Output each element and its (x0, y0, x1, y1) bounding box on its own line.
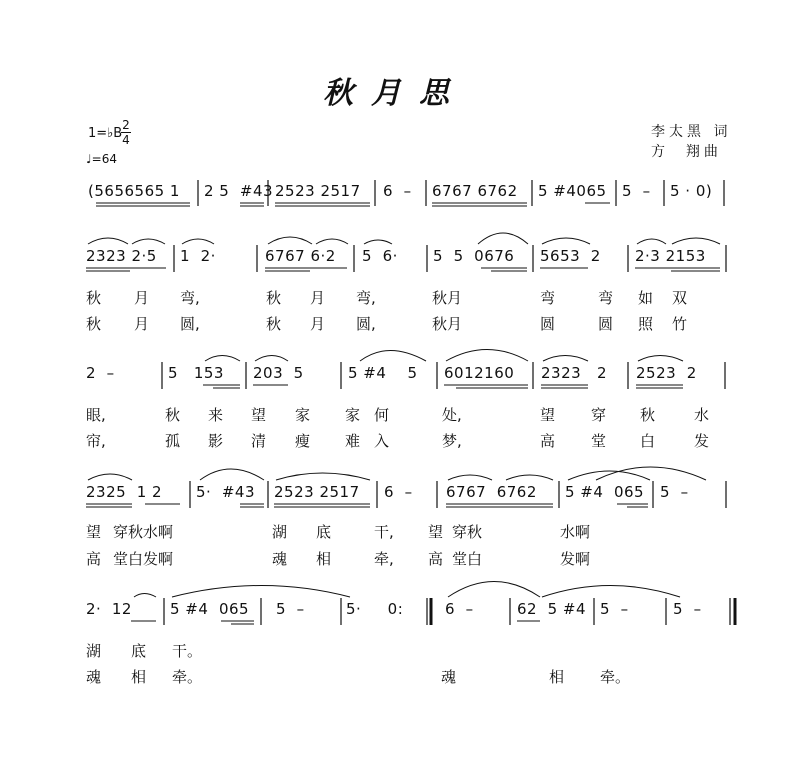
notation-measure: 5 – (600, 600, 629, 618)
lyric-verse-1: 水啊 (560, 523, 591, 541)
notation-measure: 5 153 (168, 364, 224, 382)
lyric-verse-2: 圆 (598, 315, 614, 333)
lyric-verse-2: 秋月 (432, 315, 463, 333)
time-signature-bottom: 4 (122, 133, 130, 147)
notation-measure: 6012160 (444, 364, 515, 382)
lyric-verse-2: 魂 (441, 668, 457, 686)
lyric-verse-1: 秋 (266, 289, 282, 307)
lyric-verse-1: 秋 (640, 406, 656, 424)
lyric-verse-2: 秋 (266, 315, 282, 333)
notation-measure: 5 #4 5 (348, 364, 418, 382)
lyric-verse-1: 何 (374, 406, 390, 424)
lyric-verse-1: 干, (374, 523, 394, 541)
lyric-verse-2: 圆, (356, 315, 376, 333)
lyric-verse-1: 干。 (172, 642, 203, 660)
lyric-verse-1: 底 (131, 642, 147, 660)
lyric-verse-2: 牵。 (600, 668, 631, 686)
notation-measure: 5 – (622, 182, 651, 200)
lyric-verse-1: 秋 (165, 406, 181, 424)
notation-measure: 5 6· (362, 247, 398, 265)
lyric-verse-2: 相 (549, 668, 565, 686)
lyric-verse-2: 秋 (86, 315, 102, 333)
lyric-verse-1: 秋 (86, 289, 102, 307)
lyric-verse-1: 双 (672, 289, 688, 307)
lyric-verse-2: 魂 (272, 550, 288, 568)
notation-measure: 6 – (384, 483, 413, 501)
notation-measure: 2323 2 (541, 364, 608, 382)
lyric-verse-2: 难 (345, 432, 361, 450)
lyric-verse-1: 弯 (540, 289, 556, 307)
lyric-verse-1: 弯, (356, 289, 376, 307)
lyric-verse-2: 堂 (591, 432, 607, 450)
lyric-verse-2: 入 (374, 432, 390, 450)
lyric-verse-2: 堂白 (452, 550, 483, 568)
lyric-verse-1: 望 (86, 523, 102, 541)
notation-measure: 5653 2 (540, 247, 601, 265)
time-signature-top: 2 (122, 118, 130, 132)
lyric-verse-1: 水 (694, 406, 710, 424)
lyric-verse-1: 望 (428, 523, 444, 541)
notation-measure: 6767 6762 (432, 182, 518, 200)
lyric-verse-2: 帘, (86, 432, 106, 450)
notation-measure: 5 – (673, 600, 702, 618)
lyric-verse-1: 眼, (86, 406, 106, 424)
lyric-verse-2: 清 (251, 432, 267, 450)
lyric-verse-1: 处, (442, 406, 462, 424)
notation-measure: (5656565 1 (88, 182, 180, 200)
lyric-verse-1: 弯 (598, 289, 614, 307)
lyric-verse-1: 来 (208, 406, 224, 424)
notation-measure: 62 5 #4 (517, 600, 587, 618)
notation-measure: 2· 12 (86, 600, 132, 618)
lyric-verse-2: 发啊 (560, 550, 591, 568)
bar-lines-row-1 (198, 180, 724, 206)
lyric-verse-1: 底 (316, 523, 332, 541)
lyric-verse-2: 照 (638, 315, 654, 333)
lyric-verse-1: 如 (638, 289, 654, 307)
lyric-verse-2: 发 (694, 432, 710, 450)
lyric-verse-2: 月 (134, 315, 150, 333)
notation-measure: 5 – (660, 483, 689, 501)
lyric-verse-1: 家 (295, 406, 311, 424)
lyric-verse-1: 秋月 (432, 289, 463, 307)
lyric-verse-2: 牵, (374, 550, 394, 568)
notation-measure: 2523 2 (636, 364, 697, 382)
notation-measure: 2523 2517 (274, 483, 360, 501)
lyric-verse-2: 瘦 (295, 432, 311, 450)
lyric-verse-1: 湖 (86, 642, 102, 660)
lyric-verse-2: 高 (86, 550, 102, 568)
lyric-verse-2: 影 (208, 432, 224, 450)
notation-measure: 2323 2·5 (86, 247, 157, 265)
composer-credit: 方 翔曲 (651, 144, 722, 160)
notation-measure: 6767 6762 (446, 483, 537, 501)
notation-measure: 2 5 #43 (204, 182, 274, 200)
notation-measure: 5 · 0) (670, 182, 713, 200)
page-title: 秋月思 (323, 76, 467, 111)
tempo-marking: ♩=64 (86, 152, 117, 166)
lyric-verse-1: 月 (310, 289, 326, 307)
key-signature: 1=♭B (88, 126, 123, 141)
notation-measure: 1 2· (180, 247, 216, 265)
lyric-verse-2: 相 (316, 550, 332, 568)
notation-measure: 2·3 2153 (635, 247, 706, 265)
slurs (88, 233, 720, 597)
notation-measure: 203 5 (253, 364, 304, 382)
notation-measure: 5 #4065 (538, 182, 607, 200)
lyric-verse-2: 高 (540, 432, 556, 450)
notation-measure: 2 – (86, 364, 115, 382)
notation-measure: 5 5 0676 (433, 247, 515, 265)
lyricist-credit: 李太黑 词 (651, 124, 732, 140)
lyric-verse-2: 竹 (672, 315, 688, 333)
lyric-verse-1: 望 (540, 406, 556, 424)
lyric-verse-2: 月 (310, 315, 326, 333)
lyric-verse-1: 望 (251, 406, 267, 424)
beams (86, 203, 720, 624)
notation-measure: 2325 1 2 (86, 483, 163, 501)
lyric-verse-2: 白 (640, 432, 656, 450)
lyric-verse-1: 家 (345, 406, 361, 424)
lyric-verse-1: 穿秋水啊 (113, 523, 174, 541)
notation-measure: 2523 2517 (275, 182, 361, 200)
notation-measure: 5 #4 065 (565, 483, 645, 501)
notation-measure: 6 – (445, 600, 474, 618)
lyric-verse-2: 牵。 (172, 668, 203, 686)
notation-measure: 5 #4 065 (170, 600, 250, 618)
notation-measure: 6767 6·2 (265, 247, 336, 265)
notation-measure: 6 – (383, 182, 412, 200)
notation-measure: 5· 0: (346, 600, 404, 618)
lyric-verse-1: 穿秋 (452, 523, 483, 541)
lyric-verse-2: 圆, (180, 315, 200, 333)
notation-measure: 5· #43 (196, 483, 256, 501)
notation-measure: 5 – (276, 600, 305, 618)
lyric-verse-1: 弯, (180, 289, 200, 307)
lyric-verse-2: 堂白发啊 (113, 550, 174, 568)
lyric-verse-2: 孤 (165, 432, 181, 450)
lyric-verse-2: 圆 (540, 315, 556, 333)
lyric-verse-1: 穿 (591, 406, 607, 424)
lyric-verse-2: 魂 (86, 668, 102, 686)
lyric-verse-1: 月 (134, 289, 150, 307)
lyric-verse-2: 梦, (442, 432, 462, 450)
lyric-verse-2: 高 (428, 550, 444, 568)
lyric-verse-2: 相 (131, 668, 147, 686)
lyric-verse-1: 湖 (272, 523, 288, 541)
